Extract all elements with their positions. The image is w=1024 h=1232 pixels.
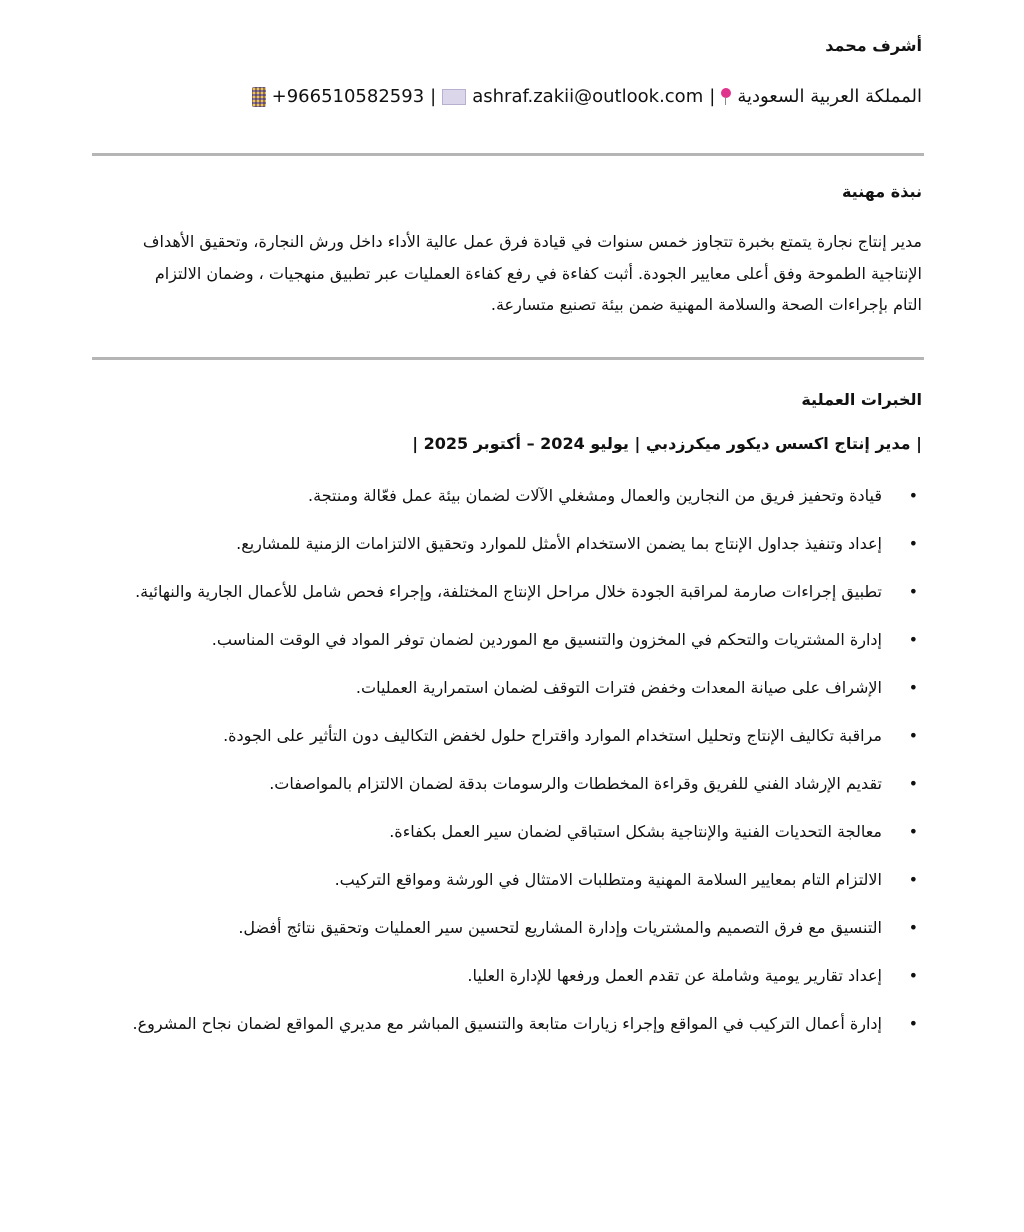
summary-text: مدير إنتاج نجارة يتمتع بخبرة تتجاوز خمس سنوات في قيادة فرق عمل عالية الأداء داخل ورش النجارة، وتحقيق الأهداف الإنتاجية الطموحة وفق أعلى معايير الجودة. أثبت كفاءة في رفع كفاءة العمليات عبر تطبيق منهجيات ، وضمان الالتزام التام بإجراءات الصحة والسلامة المهنية ضمن بيئة تصنيع متسارعة.: [142, 232, 922, 314]
separator: |: [430, 86, 437, 107]
separator: |: [709, 86, 716, 107]
envelope-icon: [442, 89, 466, 105]
list-item: • معالجة التحديات الفنية والإنتاجية بشكل استباقي لضمان سير العمل بكفاءة.: [100, 816, 922, 847]
experience-heading: الخبرات العملية: [801, 390, 922, 409]
phone-icon: [252, 87, 266, 107]
list-item: • إدارة المشتريات والتحكم في المخزون والتنسيق مع الموردين لضمان توفر المواد في الوقت المناسب.: [100, 624, 922, 655]
list-item: • تقديم الإرشاد الفني للفريق وقراءة المخططات والرسومات بدقة لضمان الالتزام بالمواصفات.: [100, 768, 922, 799]
email-link[interactable]: ashraf.zakii@outlook.com: [472, 86, 704, 107]
list-item: • التنسيق مع فرق التصميم والمشتريات وإدارة المشاريع لتحسين سير العمليات وتحقيق نتائج أفضل.: [100, 912, 922, 943]
list-item: • الالتزام التام بمعايير السلامة المهنية ومتطلبات الامتثال في الورشة ومواقع التركيب.: [100, 864, 922, 895]
list-item: • تطبيق إجراءات صارمة لمراقبة الجودة خلال مراحل الإنتاج المختلفة، وإجراء فحص شامل للأعمال الجارية والنهائية.: [100, 576, 922, 607]
phone-number[interactable]: +966510582593: [271, 86, 425, 107]
contact-line: [252, 86, 922, 107]
divider: [92, 357, 924, 360]
job-title: | مدير إنتاج اكسس ديكور ميكرزدبي | يوليو 2024 – أكتوبر 2025 |: [412, 434, 922, 453]
candidate-name: أشرف محمد: [825, 36, 922, 55]
divider: [92, 153, 924, 156]
list-item: • الإشراف على صيانة المعدات وخفض فترات التوقف لضمان استمرارية العمليات.: [100, 672, 922, 703]
list-item: • إدارة أعمال التركيب في المواقع وإجراء زيارات متابعة والتنسيق المباشر مع مديري المواقع لضمان نجاح المشروع.: [100, 1008, 922, 1039]
list-item: • مراقبة تكاليف الإنتاج وتحليل استخدام الموارد واقتراح حلول لخفض التكاليف دون التأثير على الجودة.: [100, 720, 922, 751]
list-item: • إعداد تقارير يومية وشاملة عن تقدم العمل ورفعها للإدارة العليا.: [100, 960, 922, 991]
location: المملكة العربية السعودية: [737, 86, 922, 107]
pin-icon: [721, 88, 731, 98]
list-item: • قيادة وتحفيز فريق من النجارين والعمال ومشغلي الآلات لضمان بيئة عمل فعّالة ومنتجة.: [100, 480, 922, 511]
list-item: • إعداد وتنفيذ جداول الإنتاج بما يضمن الاستخدام الأمثل للموارد وتحقيق الالتزامات الزمنية للمشاريع.: [100, 528, 922, 559]
summary-heading: نبذة مهنية: [841, 182, 922, 201]
experience-list: [100, 480, 922, 1056]
